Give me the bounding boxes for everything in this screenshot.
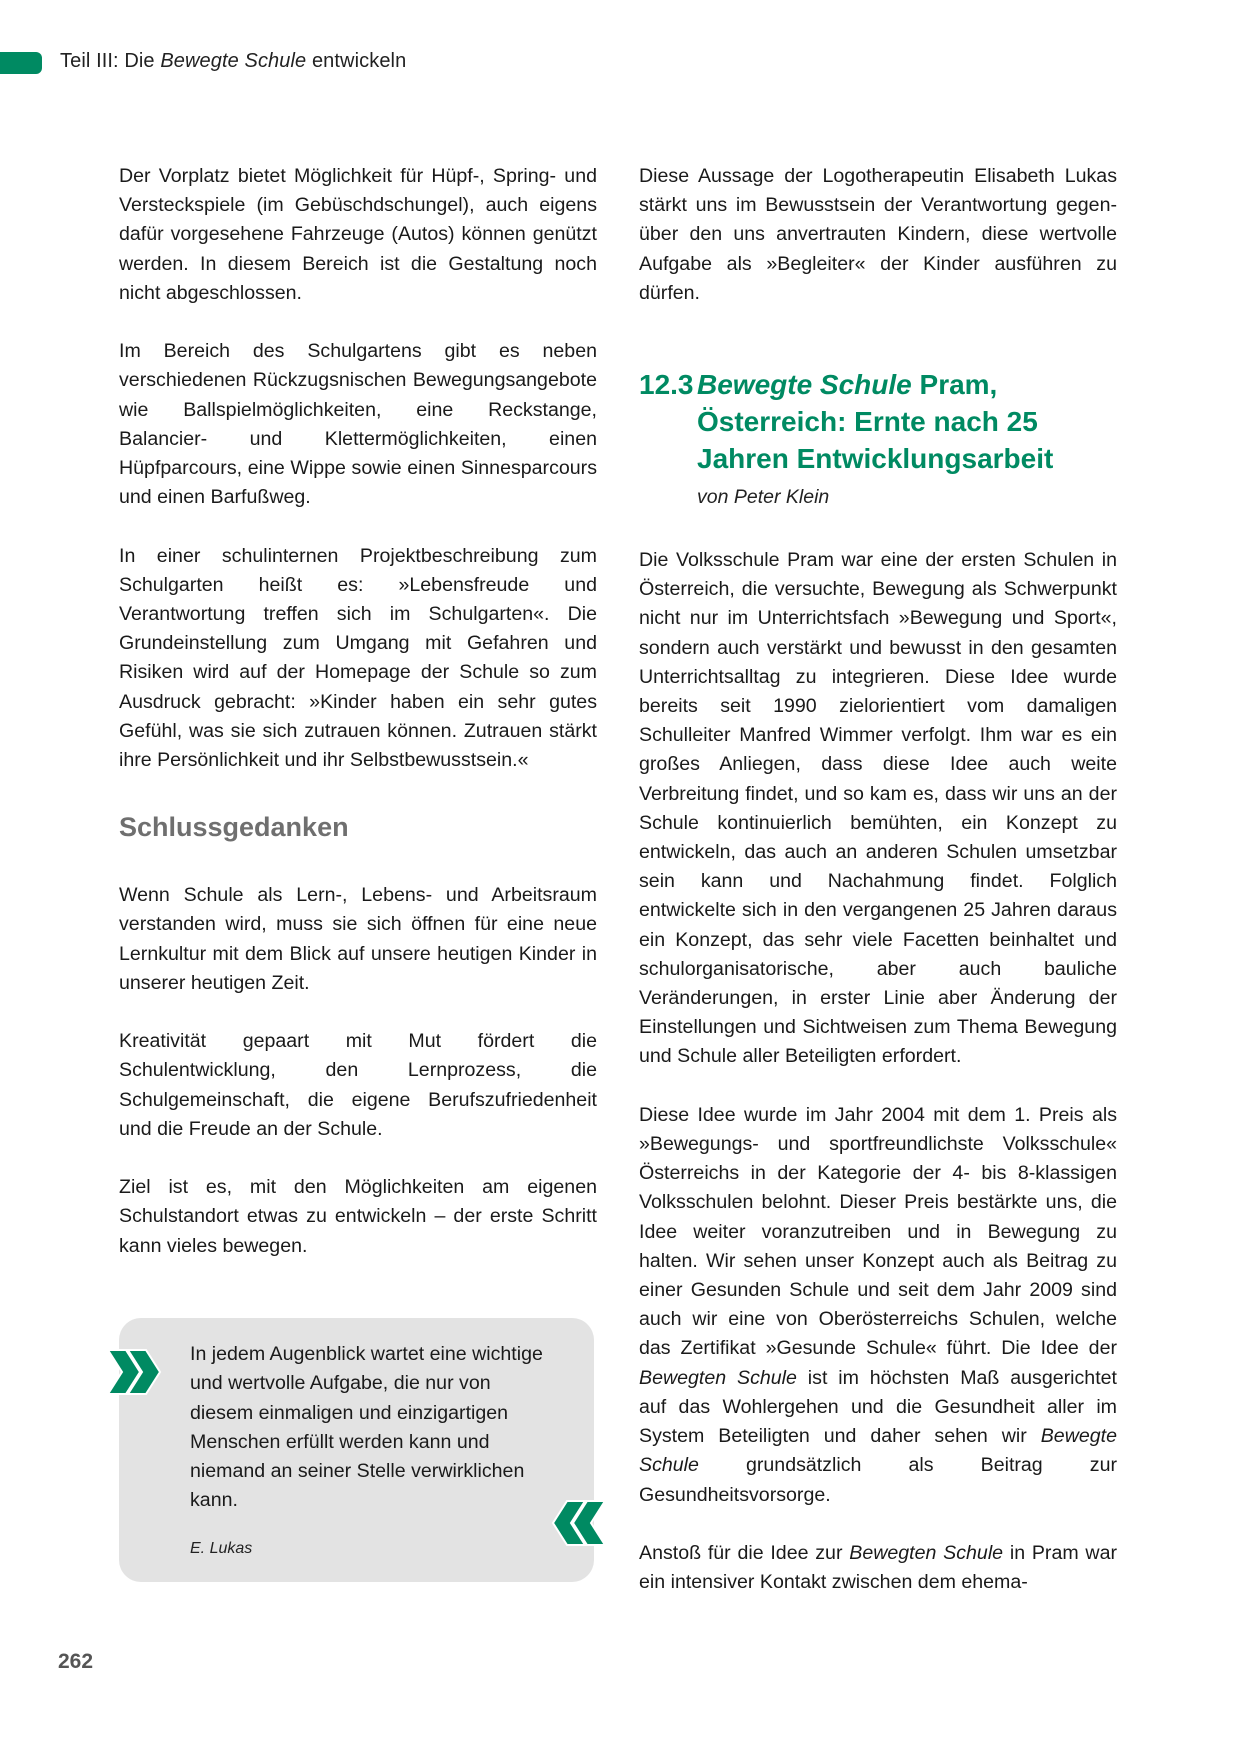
paragraph (639, 1539, 1117, 1597)
paragraph: Ziel ist es, mit den Möglichkeiten am eigenen Schulstandort etwas zu entwickeln – der erste Schritt kann vieles bewegen. (119, 1176, 597, 1257)
section-heading: Schlussgedanken (119, 812, 349, 843)
chapter-title-italic: Bewegte Schule (697, 369, 912, 401)
running-head (60, 50, 406, 73)
chapter-heading (639, 366, 1117, 512)
paragraph: Kreativität gepaart mit Mut fördert die Schulentwicklung, den Lernprozess, die Schulgemeinschaft, die eigene Berufszufriedenheit und die Freude an der Schule. (119, 1030, 597, 1140)
running-head-suffix: entwickeln (306, 50, 407, 72)
paragraph: Im Bereich des Schulgartens gibt es neben verschiedenen Rückzugsnischen Bewegungsangebote wie Ballspielmöglichkeiten, eine Reckstange, Balancier- und Klettermöglichkeiten, einen Hüpfparcours, eine Wippe sowie einen Sinnesparcours und einen Barfußweg. (119, 340, 597, 509)
italic-run: Bewegten Schule (639, 1366, 797, 1389)
right-column (639, 162, 1117, 1626)
italic-run: Bewegten Schule (849, 1541, 1004, 1564)
paragraph: Der Vorplatz bietet Möglichkeit für Hüpf-, Spring- und Versteckspiele (im Gebüschdschungel), auch eigens dafür vorgesehene Fahrzeuge (Autos) können genützt werden. In diesem Bereich ist die Gestaltung noch nicht abgeschlossen. (119, 165, 597, 304)
running-head-prefix: Teil III: Die (60, 50, 161, 72)
chapter-number: 12.3 (639, 369, 694, 401)
quote-text: In jedem Augenblick wartet eine wichtige und wertvolle Aufgabe, die nur von diesem einmaligen und einzigartigen Menschen erfüllt werden kann und niemand an seiner Stelle verwirklichen kann. (190, 1343, 543, 1512)
paragraph: Wenn Schule als Lern-, Lebens- und Arbeitsraum verstanden wird, muss sie sich öffnen für eine neue Lernkultur mit dem Blick auf unsere heutigen Kinder in unserer heutigen Zeit. (119, 884, 597, 994)
paragraph: Diese Aussage der Logotherapeutin Elisabeth Lukas stärkt uns im Bewusstsein der Verantwortung gegen-über den uns anvertrauten Kindern, diese wertvolle Aufgabe als »Begleiter« der Kinder ausführen zu dürfen. (639, 165, 1117, 304)
text-run: Anstoß für die Idee zur (639, 1541, 850, 1564)
paragraph: Die Volksschule Pram war eine der ersten Schulen in Österreich, die versuchte, Bewegung als Schwerpunkt nicht nur im Unterrichtsfach »Bewegung und Sport«, sondern auch verstärkt und bewusst in den gesamten Unterrichtsalltag zu integrieren. Diese Idee wurde bereits seit 1990 zielorientiert vom damaligen Schulleiter Manfred Wimmer verfolgt. Ihm war es ein großes Anliegen, dass diese Idee auch weite Verbreitung findet, und so kam es, dass wir uns an der Schule kontinuierlich bemühten, ein Konzept zu entwickeln, das auch an anderen Schulen umsetzbar sein kann und Nachahmung findet. Folglich entwickelte sich in den vergangenen 25 Jahren daraus ein Konzept, das sehr viele Facetten beinhaltet und schulorganisatorische, aber auch bauliche Veränderungen, in erster Linie aber Änderung der Einstellungen und Sichtweisen zum Thema Bewegung und Schule aller Beteiligten erfordert. (639, 549, 1117, 1068)
chapter-author: von Peter Klein (697, 486, 830, 509)
italic-run: Bewegte Schule (639, 1425, 1117, 1477)
text-run: ist im höchsten Maß ausgerichtet auf das Wohlergehen und die Gesundheit aller im System Beteiligten und daher sehen wir (639, 1366, 1117, 1448)
running-head-italic: Bewegte Schule (160, 50, 307, 72)
text-run: in Pram war ein intensiver Kontakt zwischen dem ehema- (639, 1541, 1117, 1594)
page-number: 262 (58, 1650, 94, 1673)
guillemet-left-icon (551, 1497, 607, 1549)
guillemet-right-icon (106, 1346, 162, 1398)
quote-author: E. Lukas (190, 1540, 253, 1557)
text-run: Diese Idee wurde im Jahr 2004 mit dem 1. Preis als »Bewegungs- und sportfreundlichste Volksschule« Österreichs in der Kategorie der 4- bis 8-klassigen Volksschulen belohnt. Dieser Preis bestärkte uns, die Idee weiter voranzutreiben und in Bewegung zu halten. Wir sehen unser Konzept auch als Beitrag zu einer Gesunden Schule und seit dem Jahr 2009 sind auch wir eine von Oberösterreichs Schulen, welche das Zertifikat »Gesunde Schule« führt. Die Idee der (639, 1103, 1117, 1360)
paragraph (639, 1101, 1117, 1510)
paragraph: In einer schulinternen Projektbeschreibung zum Schulgarten heißt es: »Lebensfreude und Verantwortung treffen sich im Schulgarten«. Die Grundeinstellung zum Umgang mit Gefahren und Risiken wird auf der Homepage der Schule so zum Ausdruck gebracht: »Kinder haben ein sehr gutes Gefühl, was sie sich zutrauen können. Zutrauen stärkt ihre Persönlichkeit und ihr Selbstbewusstsein.« (119, 544, 597, 772)
header-color-tab (0, 52, 42, 74)
left-column (119, 162, 597, 1290)
chapter-title (697, 366, 1117, 477)
text-run: grundsätzlich als Beitrag zur Gesundheitsvorsorge. (639, 1454, 1117, 1506)
chapter-title-rest: Pram, Österreich: Ernte nach 25 Jahren Entwicklungsarbeit (697, 369, 1054, 475)
quote-box (119, 1318, 594, 1582)
